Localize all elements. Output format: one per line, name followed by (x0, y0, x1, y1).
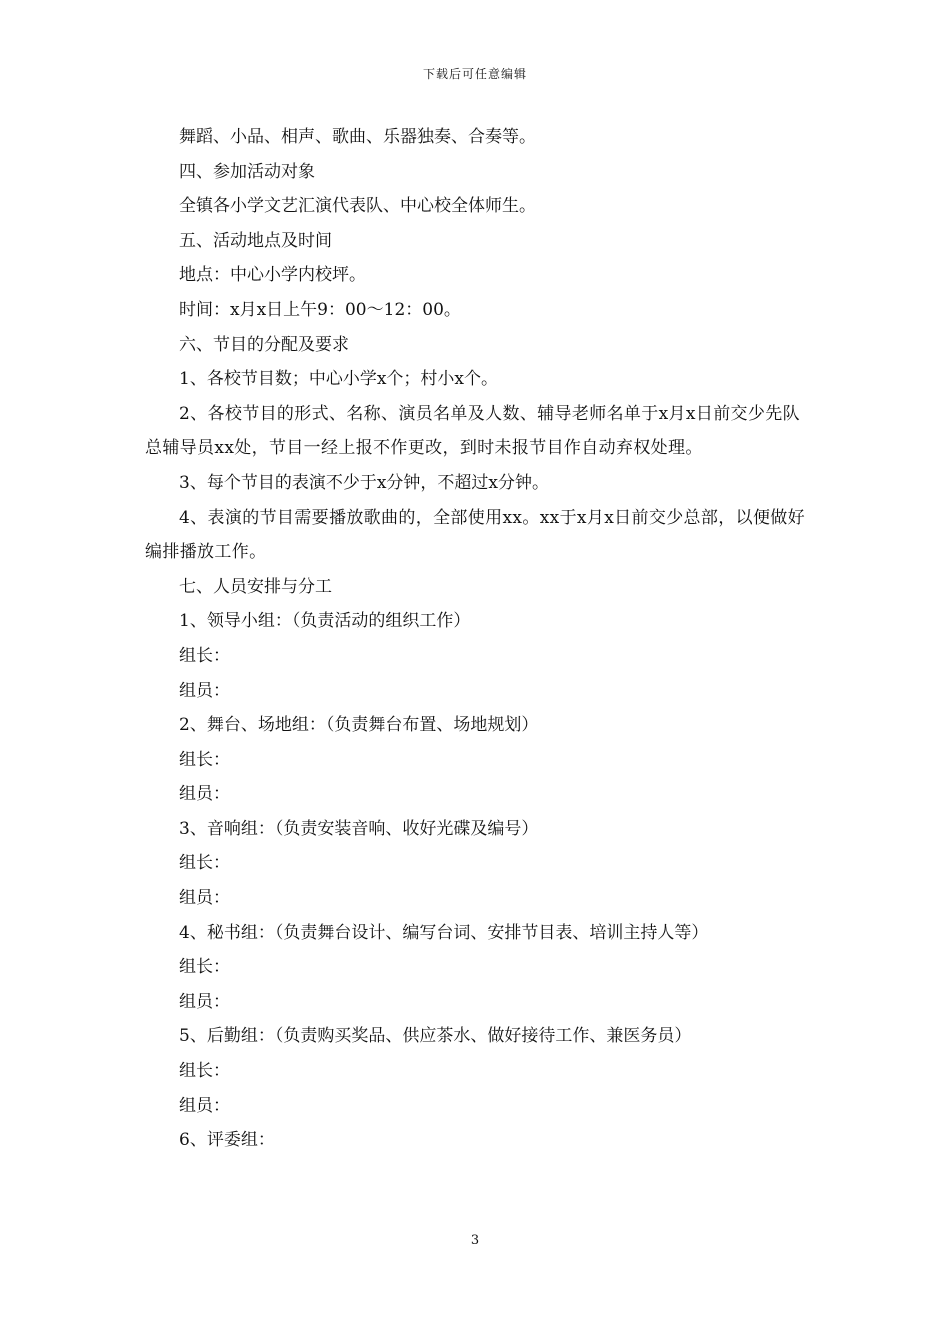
paragraph-secretary-leader: 组长： (179, 957, 230, 978)
paragraph-stage-members: 组员： (179, 784, 230, 805)
heading-participants: 四、参加活动对象 (179, 161, 315, 182)
paragraph-judges-group: 6、评委组： (179, 1130, 275, 1151)
paragraph-stage-leader: 组长： (179, 749, 230, 770)
page-number: 3 (470, 1233, 480, 1248)
paragraph-secretary-group: 4、秘书组：（负责舞台设计、编写台词、安排节目表、培训主持人等） (179, 922, 709, 943)
document-body (145, 120, 810, 1158)
paragraph-stage-group: 2、舞台、场地组：（负责舞台布置、场地规划） (179, 715, 539, 736)
paragraph-program-submission: 2、各校节目的形式、名称、演员名单及人数、辅导老师名单于x月x日前交少先队总辅导员xx处，节目一经上报不作更改，到时未报节目作自动弃权处理。 (145, 403, 800, 459)
page-header: 下载后可任意编辑 (422, 67, 527, 81)
paragraph-program-duration: 3、每个节目的表演不少于x分钟，不超过x分钟。 (179, 472, 549, 493)
paragraph-leadership-group: 1、领导小组：（负责活动的组织工作） (179, 611, 471, 632)
paragraph-program-count: 1、各校节目数；中心小学x个；村小x个。 (179, 369, 498, 390)
paragraph-audio-members: 组员： (179, 888, 230, 909)
paragraph-program-types: 舞蹈、小品、相声、歌曲、乐器独奏、合奏等。 (179, 127, 536, 147)
paragraph-music-usage: 4、表演的节目需要播放歌曲的，全部使用xx。xx于x月x日前交少总部，以便做好编排播放工作。 (145, 507, 805, 563)
heading-staff-assignment: 七、人员安排与分工 (179, 576, 332, 597)
paragraph-secretary-members: 组员： (179, 991, 230, 1012)
heading-location-time: 五、活动地点及时间 (179, 230, 332, 251)
paragraph-logistics-members: 组员： (179, 1095, 230, 1116)
paragraph-leadership-members: 组员： (179, 680, 230, 701)
heading-program-allocation: 六、节目的分配及要求 (179, 334, 349, 355)
paragraph-location: 地点：中心小学内校坪。 (179, 265, 366, 286)
paragraph-participants: 全镇各小学文艺汇演代表队、中心校全体师生。 (179, 196, 536, 217)
paragraph-logistics-leader: 组长： (179, 1061, 230, 1082)
paragraph-time: 时间：x月x日上午9：00～12：00。 (179, 299, 461, 320)
paragraph-leadership-leader: 组长： (179, 645, 230, 666)
paragraph-logistics-group: 5、后勤组：（负责购买奖品、供应茶水、做好接待工作、兼医务员） (179, 1026, 692, 1047)
paragraph-audio-group: 3、音响组：（负责安装音响、收好光碟及编号） (179, 818, 539, 839)
paragraph-audio-leader: 组长： (179, 853, 230, 874)
